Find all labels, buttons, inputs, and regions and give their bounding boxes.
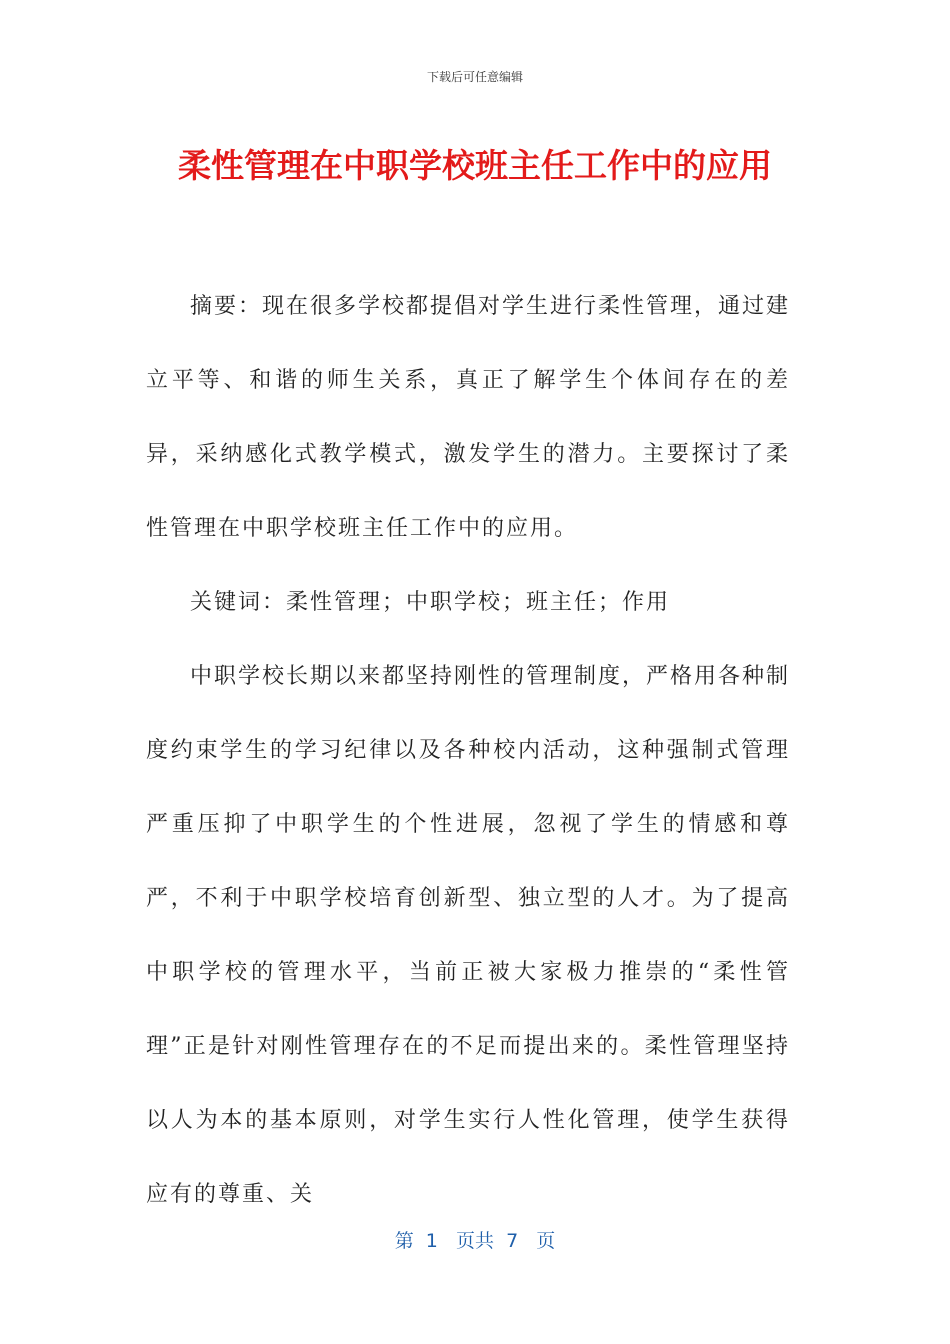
document-body bbox=[146, 270, 790, 1232]
abstract-paragraph: 摘要：现在很多学校都提倡对学生进行柔性管理，通过建立平等、和谐的师生关系，真正了解学生个体间存在的差异，采纳感化式教学模式，激发学生的潜力。主要探讨了柔性管理在中职学校班主任工作中的应用。 bbox=[146, 294, 791, 541]
intro-paragraph: 中职学校长期以来都坚持刚性的管理制度，严格用各种制度约束学生的学习纪律以及各种校内活动，这种强制式管理严重压抑了中职学生的个性进展，忽视了学生的情感和尊严，不利于中职学校培育创新型、独立型的人才。为了提高中职学校的管理水平，当前正被大家极力推崇的“柔性管理”正是针对刚性管理存在的不足而提出来的。柔性管理坚持以人为本的基本原则，对学生实行人性化管理，使学生获得应有的尊重、关 bbox=[146, 664, 791, 1207]
document-title: 柔性管理在中职学校班主任工作中的应用 bbox=[178, 146, 772, 185]
keywords-paragraph: 关键词：柔性管理；中职学校；班主任；作用 bbox=[190, 590, 671, 615]
header-note: 下载后可任意编辑 bbox=[426, 70, 523, 84]
page-number: 第 1 页共 7 页 bbox=[394, 1230, 556, 1252]
